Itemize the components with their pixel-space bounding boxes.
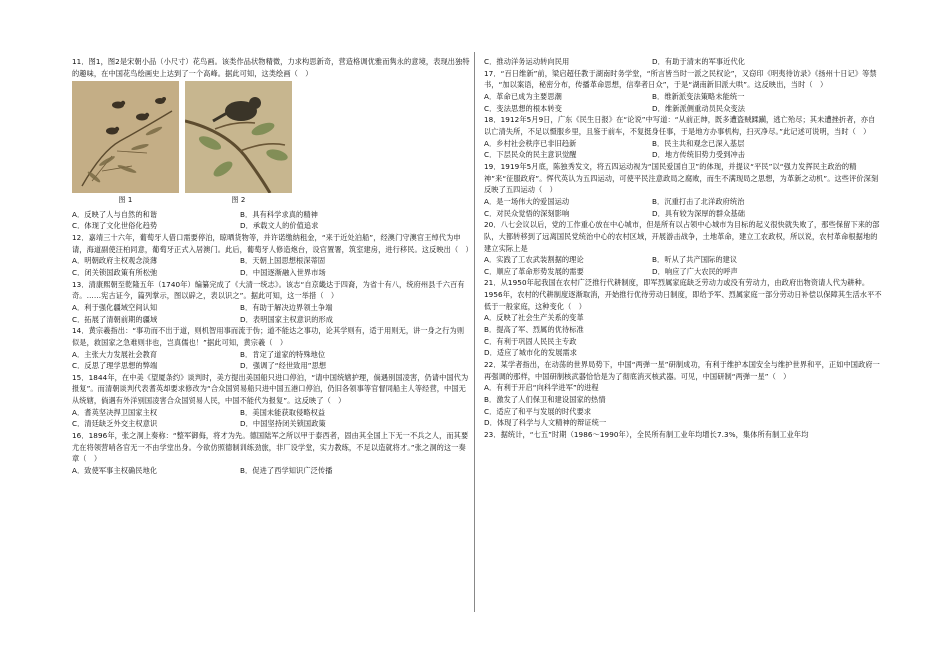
question-11-stem: 11．图1，图2是宋朝小品（小尺寸）花鸟画。该类作品状物精微，力求构思新奇，营造格调优雅而隽永的意境，表现出独特的趣味，在中国花鸟绘画史上达到了一个高峰。据此可知，这类绘画（ ） [72,57,470,78]
bird-bamboo-painting-image [72,81,179,193]
question-13-options [72,302,470,325]
question-19-stem: 19．1919年5月底，陈独秀发文，将五四运动视为“国民爱国自卫”的体现，并提议“平民”以“强力发挥民主政治的精神”来“征服政府”。恽代英认为五四运动，可使平民注意政局之腐败，而生不满现局之思想，为革新之动机”。这些评价深刻反映了五四运动（ ） [484,161,879,195]
option-a: A．耆英坚决捍卫国家主权 [72,407,158,417]
option-c: C．反思了理学思想的弊端 [72,361,158,371]
question-13-stem: 13．清康熙朝至乾隆五年（1740年）编纂完成了《大清一统志》。该志“自京畿达于四裔，为省十有八，统府州县千六百有奇。……宪古证今，篇列掌示，图以辟之，表以识之”。据此可知，这一举措（ ） [72,279,465,301]
option-b: B．民主共和观念已深入基层 [652,138,745,148]
question-14-stem: 14．黄宗羲指出：“事功而不出于道，则机智用事而流于伪；道不能达之事功，论其学则有，适于用则无，讲一身之行为则似是，救国家之急难则非也，岂真儒也！”据此可知，黄宗羲（ ） [72,326,465,347]
option-d: D．具有较为深厚的群众基础 [652,208,746,218]
question-16-options-cd [484,56,882,68]
option-d: D．表明国家主权意识的形成 [240,314,334,324]
figure-1-caption: 图 1 [118,196,133,205]
question-17-stem: 17．“百日维新”前，梁启超任教于湖南时务学堂，“所言皆当时一派之民权论”，又窃印《明夷待访录》《扬州十日记》等禁书，“加以案语，秘密分布，传播革命思想，信奉者日众”，于是“湖南新旧派大哄”。这反映出，当时（ ） [484,68,877,90]
option-b: B．肯定了道家的特殊地位 [240,349,326,359]
question-21-options [484,312,882,359]
option-a: A．致使军事主权确民地化 [72,466,158,476]
option-d: D．强调了“经世致用”思想 [240,361,327,371]
option-b: B．美国未能获取侵略权益 [240,407,326,417]
option-a: A．是一场伟大的爱国运动 [484,196,570,206]
option-b: B．激发了人们保卫和建设国家的热情 [484,395,606,405]
question-16-stem: 16．1896年，张之洞上奏称：“整军御侮，将才为先。德国陆军之所以甲于泰西者，固由其全国上下无一不兵之人，而其要尤在将领营哨各官无一不由学堂出身。今欲仿照德制训练劲旅，非厂设学堂，实力教练，不足以造就将才。”张之洞的这一奏章（ ） [72,431,469,464]
option-a: A．实践了工农武装割据的理论 [484,255,584,265]
question-20-options [484,254,882,277]
figure-2-caption: 图 2 [231,196,246,205]
option-c: C．有利于巩固人民民主专政 [484,336,577,346]
option-c: C．变法思想的根本转变 [484,103,562,113]
question-14-options [72,349,470,372]
question-17-options [484,91,882,114]
option-d: D．中国坚持闭关锁国政策 [240,419,326,429]
question-12-options [72,255,470,278]
question-16-options-ab [72,465,470,477]
option-a: A．反映了社会生产关系的变革 [484,313,584,323]
question-22-stem: 22．某学者指出，在动荡的世界局势下，中国“两弹一星”研制成功，有利于维护本国安全与维护世界和平，正如中国政府一再强调的那样，中国研制核武器恰恰是为了彻底消灭核武器。可见，中国研制“两弹一星”（ ） [484,360,880,381]
column-divider [474,52,475,612]
option-b: B．听从了共产国际的建议 [652,255,738,265]
option-b: B．沉重打击了北洋政府统治 [652,196,745,206]
option-c: C．体现了文化世俗化趋势 [72,221,158,231]
option-b: B．维新派变法策略未能统一 [652,91,745,101]
option-c: C．顺应了革命形势发展的需要 [484,266,584,276]
figure-captions [72,195,470,206]
option-c: C．适应了和平与发展的时代要求 [484,406,592,416]
question-22-options [484,382,882,429]
option-c: C．拓展了清朝前期的疆域 [72,314,158,324]
option-a: A．利于强化疆域空间认知 [72,302,158,312]
question-23-stem: 23．据统计，“七五”时期（1986～1990年），全民所有制工业年均增长7.3%，集体所有制工业年均 [484,430,809,439]
option-b: B．天朝上国思想根深蒂固 [240,256,326,266]
option-a: A．有利于开启“向科学进军”的进程 [484,383,599,393]
option-a: A．明朝政府主权观念淡薄 [72,256,158,266]
bird-branch-painting-image [185,81,292,193]
figure-2-painting [185,81,292,193]
right-column [484,56,882,441]
option-d: D．中国逐渐融入世界市场 [240,267,326,277]
question-18-stem: 18．1912年5月9日，广东《民生日报》在“论说”中写道：“从前正绅，既多遭盗贼蹂躏，逃亡殆尽；其未遭挫折者，亦自以亡清失所，不足以慑服乡里，且鉴于前车，不复挺身任事，于是地方办事机构，扫灭净尽。”此记述可说明，当时（ ） [484,115,876,136]
option-d: D．响应了广大农民的呼声 [652,266,738,276]
question-21-stem: 21．从1950年起我国在农村广泛推行代耕制度，即军烈属家庭缺乏劳动力或没有劳动力，由政府出物资请人代为耕种。1956年，农村的代耕制度逐渐取消，开始推行优待劳动日制度，即给予军、烈属家庭一部分劳动日补偿以保障其生活水平不低于一般家庭，这种变化（ ） [484,278,882,311]
question-12-stem: 12．嘉靖三十六年，葡萄牙人借口需要停泊，晾晒货物等，并许诺缴纳租金，“来于近处泊船”，经澳门守澳官王绰代为申请，海道副使汪柏同意，葡萄牙正式入居澳门。此后，葡萄牙人修造炮台，设官置署，筑室建房，进行移民。这反映出（ ） [72,232,473,254]
figure-1-painting [72,81,179,193]
option-b: B．促进了西学知识广泛传播 [240,466,333,476]
option-a: A．主张大力发展社会教育 [72,349,158,359]
option-d: D．有助于清末的军事近代化 [652,57,746,66]
option-b: B．具有科学求真的精神 [240,209,318,219]
option-d: D．承载文人的价值追求 [240,221,319,231]
question-11-options [72,209,470,232]
option-d: D．适应了城市化的发展需求 [484,348,578,358]
option-d: D．体现了科学与人文精神的辩证统一 [484,418,607,428]
option-d: D．地方传统旧势力受到冲击 [652,150,746,160]
option-b: B．有助于解决边界领土争端 [240,302,333,312]
option-c: C．对民众觉悟的深刻影响 [484,208,570,218]
option-c: C．清廷缺乏外交主权意识 [72,419,158,429]
question-15-options [72,407,470,430]
option-a: A．乡村社会秩序已非旧趋新 [484,138,577,148]
option-d: D．维新派侧重动员民众变法 [652,103,746,113]
question-19-options [484,196,882,219]
option-a: A．反映了人与自然的和谐 [72,209,158,219]
question-18-options [484,138,882,161]
question-15-stem: 15．1844年，在中美《望厦条约》谈判时，美方提出美国船只进口停泊，“请中国统辖护理，倘遇别国凌害，仍请中国代为报复”。而清朝谈判代表耆英却要求修改为“合众国贸易船只进中国五港口停泊，仍旧各领事等官督同船主人等经营，中国无从统辖，倘遇有外洋别国凌害合众国贸易人民，中国不能代为报复”。这反映了（ ） [72,372,469,406]
option-c: C．推动洋务运动转向民用 [484,57,570,66]
option-c: C．闭关锁国政策有所松弛 [72,267,158,277]
option-b: B．提高了军、烈属的优待标准 [484,325,584,335]
left-column [72,56,473,477]
option-c: C．下层民众的民主意识觉醒 [484,150,577,160]
option-a: A．革命已成为主要思潮 [484,91,562,101]
question-11-figures [72,81,470,193]
question-20-stem: 20．八七会议以后，党的工作重心放在中心城市，但是所有以占领中心城市为目标的起义很快就失败了，那些保留下来的部队，大都转移到了远离国民党统治中心的农村区域，开展游击战争，土地革命，建立工农政权，所以说，农村革命根据地的建立实际上是 [484,220,880,253]
